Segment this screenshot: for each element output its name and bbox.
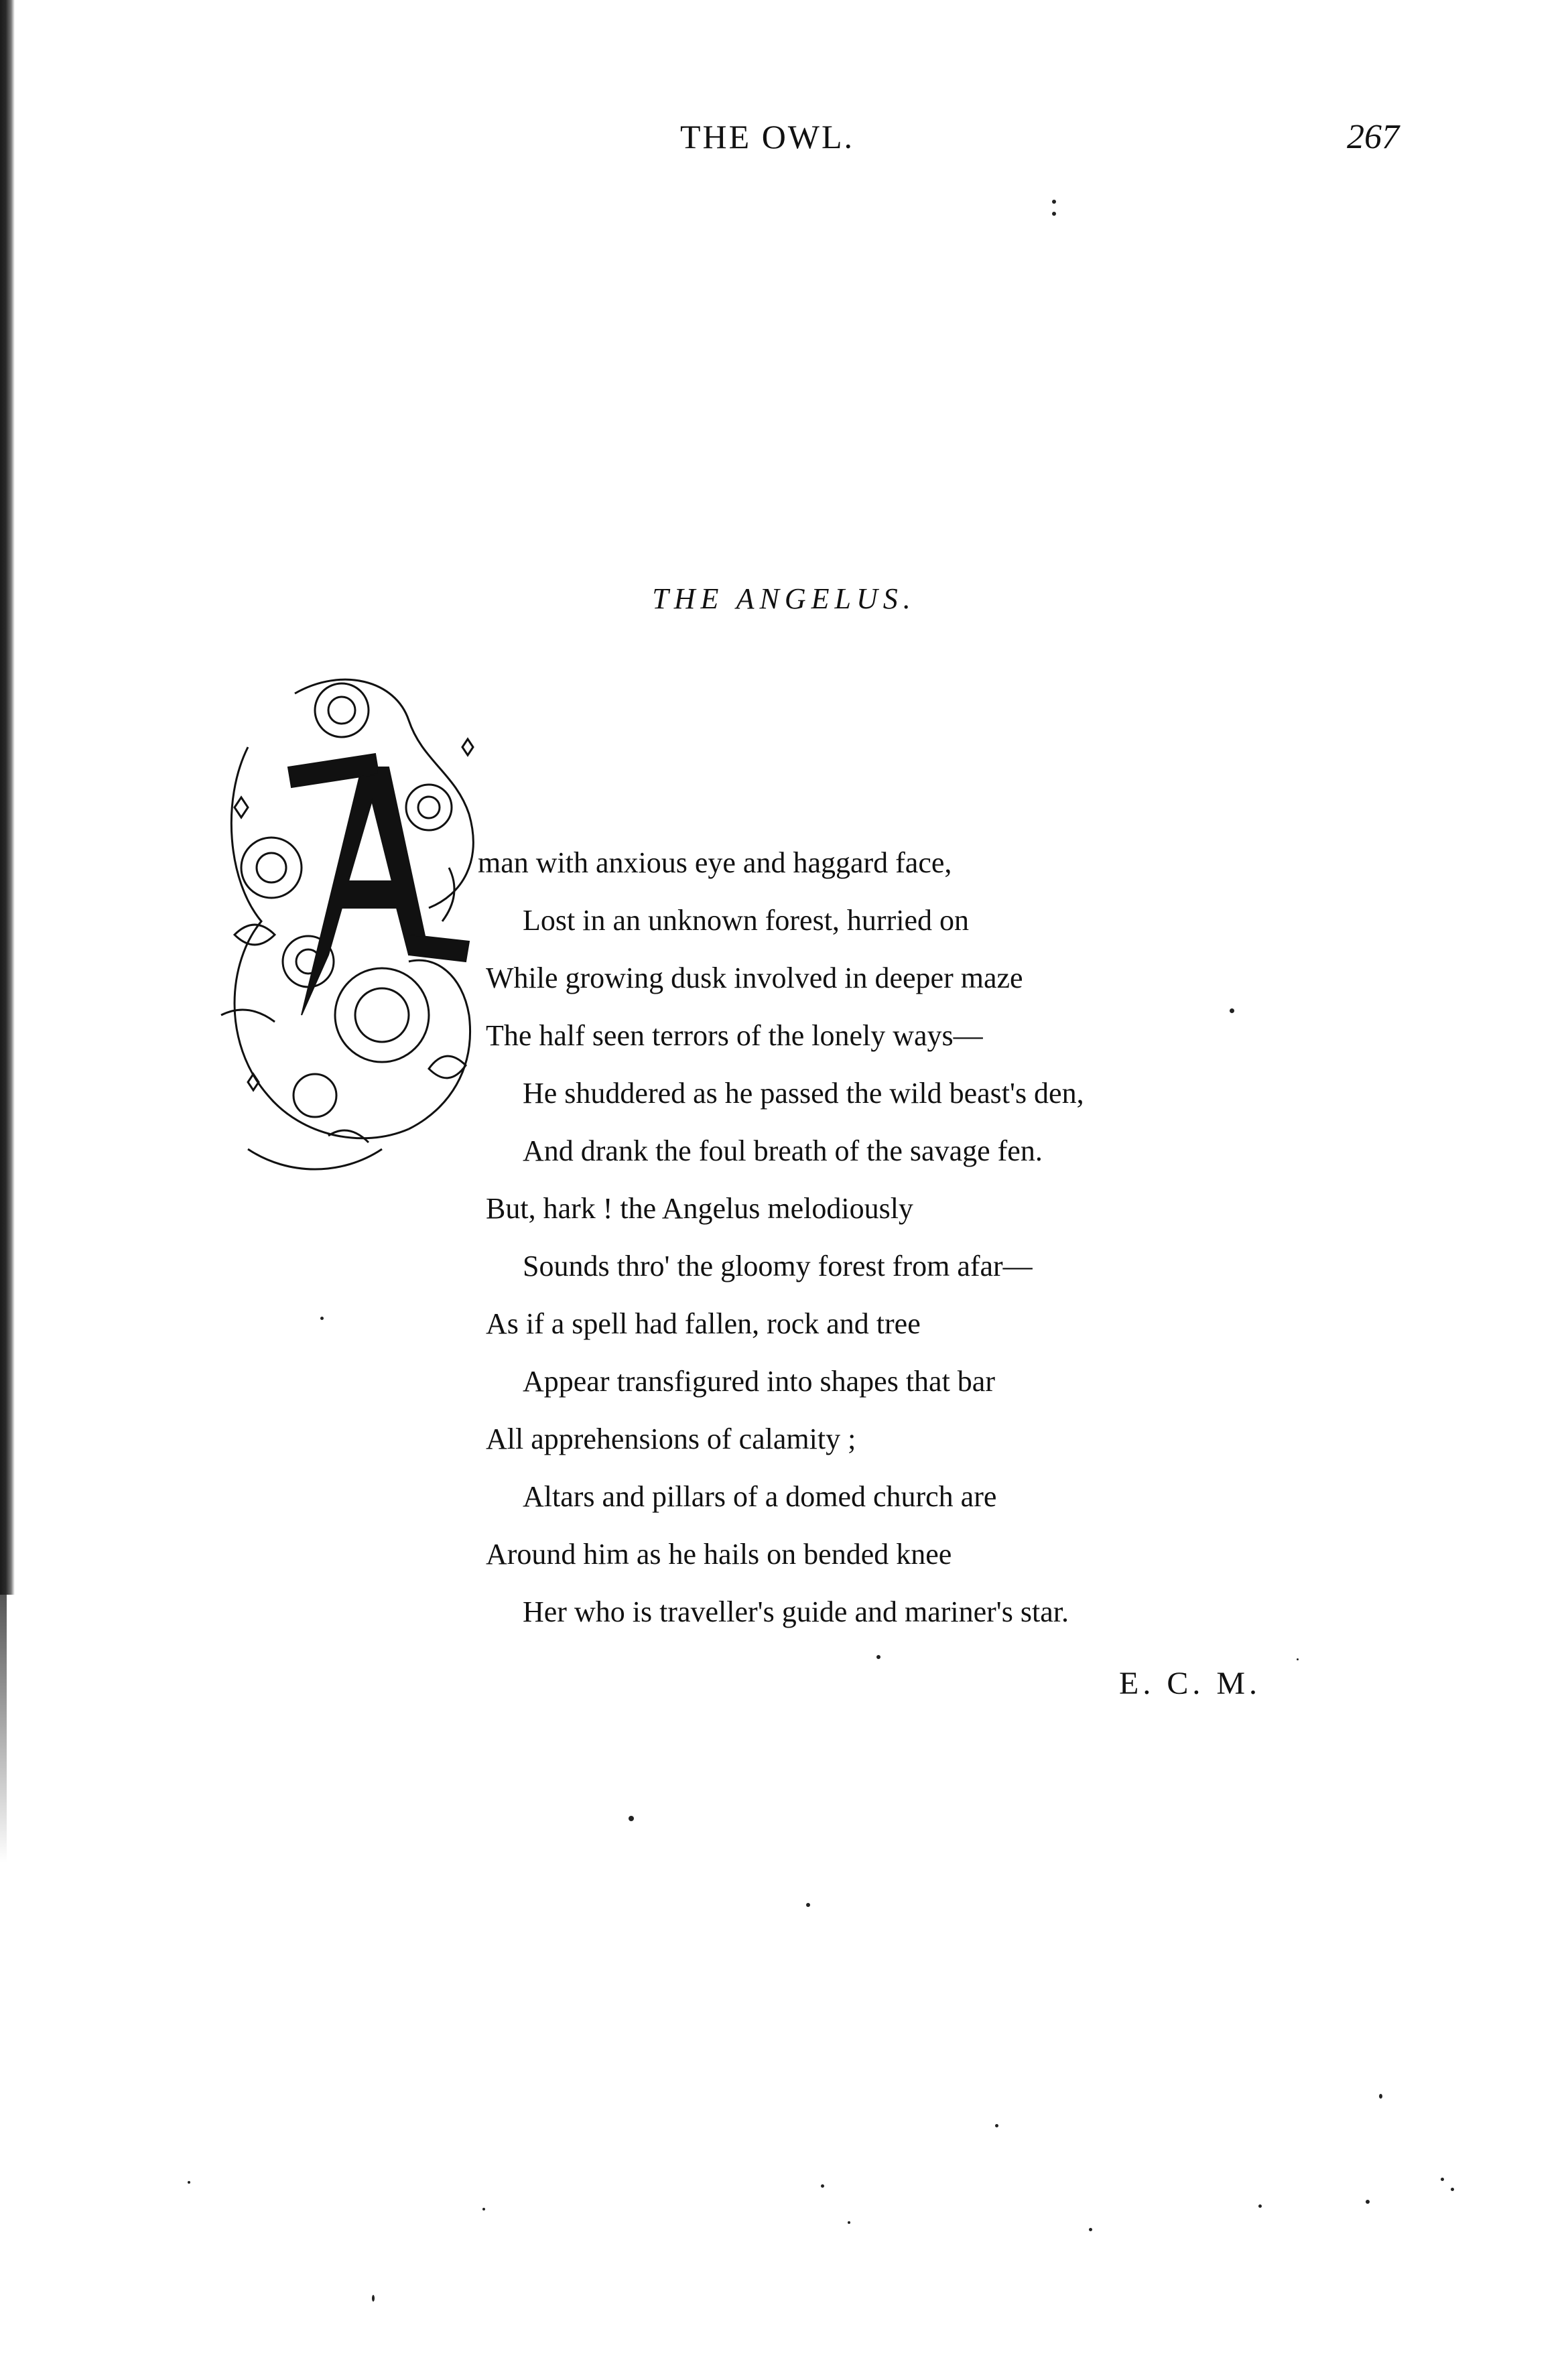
scan-speck [1297, 1658, 1299, 1660]
scan-speck [1052, 200, 1056, 204]
author-signature: E. C. M. [1119, 1666, 1262, 1701]
poem-line: Altars and pillars of a domed church are [523, 1480, 997, 1513]
scan-speck [1258, 2204, 1262, 2208]
scan-speck [821, 2184, 824, 2188]
drop-cap-letter: A [366, 862, 371, 870]
scan-speck [1089, 2228, 1092, 2231]
scan-speck [482, 2208, 485, 2210]
scan-speck [1451, 2188, 1454, 2191]
poem-line: Around him as he hails on bended knee [486, 1538, 952, 1571]
scan-speck [806, 1903, 810, 1907]
scan-speck [995, 2124, 998, 2127]
scan-speck [320, 1317, 324, 1320]
scan-speck [848, 2221, 850, 2224]
scan-speck [188, 2181, 190, 2184]
scan-speck [1052, 212, 1056, 216]
scan-speck [1379, 2094, 1382, 2099]
scan-speck [876, 1655, 880, 1659]
scan-speck [372, 2295, 375, 2302]
ornamental-initial [208, 667, 489, 1183]
poem-line: man with anxious eye and haggard face, [478, 846, 952, 879]
binding-edge-fade [0, 1595, 7, 1863]
poem-line: Appear transfigured into shapes that bar [523, 1365, 995, 1398]
poem-line: As if a spell had fallen, rock and tree [486, 1307, 921, 1340]
poem-line: But, hark ! the Angelus melodiously [486, 1192, 913, 1225]
scan-speck [1441, 2178, 1444, 2181]
poem-line: He shuddered as he passed the wild beast's den, [523, 1077, 1084, 1110]
scan-speck [629, 1816, 634, 1821]
scan-speck [1230, 1008, 1234, 1013]
poem-line: The half seen terrors of the lonely ways— [486, 1019, 983, 1052]
poem-line: Sounds thro' the gloomy forest from afar— [523, 1250, 1033, 1282]
poem-line: And drank the foul breath of the savage fen. [523, 1134, 1043, 1167]
binding-edge [0, 0, 15, 1595]
poem-title: THE ANGELUS. [652, 582, 916, 615]
scan-speck [1366, 2200, 1370, 2204]
poem-line: While growing dusk involved in deeper maze [486, 962, 1023, 994]
poem-line: All apprehensions of calamity ; [486, 1423, 856, 1455]
poem-line: Her who is traveller's guide and mariner's star. [523, 1595, 1069, 1628]
page-number: 267 [1347, 118, 1399, 156]
poem-line: Lost in an unknown forest, hurried on [523, 904, 969, 937]
running-head: THE OWL. [680, 118, 855, 155]
